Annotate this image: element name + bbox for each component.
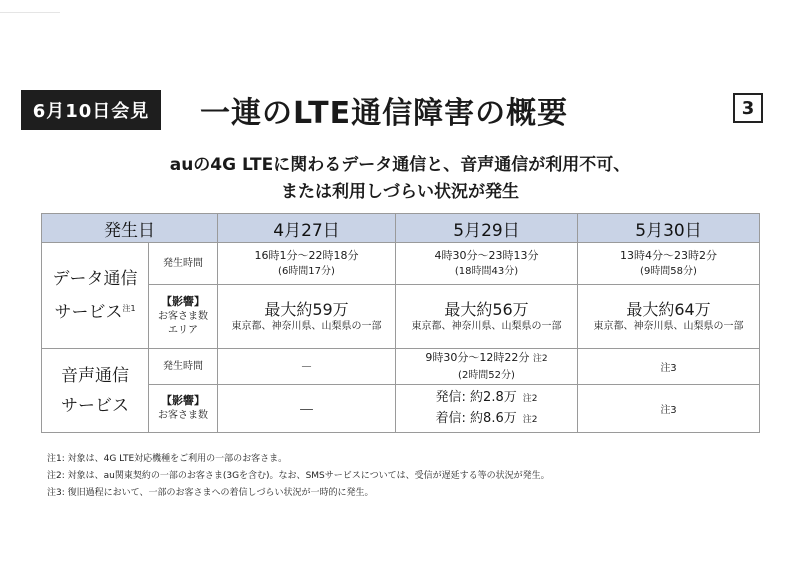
scan-edge-mark: [0, 12, 60, 13]
data-time-may29-duration: (18時間43分): [454, 266, 519, 277]
voice-impact-recv-note: 注2: [522, 414, 538, 425]
data-count-may30: 最大約64万: [626, 299, 711, 319]
voice-impact-recv: 着信: 約8.6万: [435, 410, 517, 426]
voice-impact-apr: －: [218, 385, 396, 433]
page-title: 一連のLTE通信障害の概要: [200, 96, 569, 131]
data-time-apr-duration: (6時間17分): [278, 266, 335, 277]
data-time-may30-range: 13時4分～23時2分: [620, 249, 717, 262]
footnote-2: 注2: 対象は、au関東契約の一部のお客さま(3Gを含む)。なお、SMSサービスについては、受信が遅延する等の状況が発生。: [47, 471, 550, 481]
subtitle-line-1: auの4G LTEに関わるデータ通信と、音声通信が利用不可、: [169, 155, 631, 175]
table-header-row: [42, 214, 760, 243]
data-service-name-2: サービス: [54, 302, 123, 323]
voice-impact-send-note: 注2: [522, 393, 538, 404]
data-impact-sub1: お客さま数: [158, 311, 208, 322]
data-region-may29: 東京都、神奈川県、山梨県の一部: [411, 320, 562, 332]
voice-time-may29-note: 注2: [532, 354, 548, 364]
outage-table: [41, 213, 760, 433]
header-may-29: 5月29日: [396, 214, 578, 243]
data-impact-may30: [578, 285, 760, 349]
data-time-apr-range: 16時1分～22時18分: [254, 249, 359, 262]
data-time-label: 発生時間: [149, 243, 218, 285]
data-time-may29-range: 4時30分～23時13分: [434, 249, 539, 262]
voice-time-apr: －: [218, 349, 396, 385]
header-may-30: 5月30日: [578, 214, 760, 243]
footnotes: [47, 451, 550, 502]
voice-time-label: 発生時間: [149, 349, 218, 385]
footnote-3: 注3: 復旧過程において、一部のお客さまへの着信しづらい状況が一時的に発生。: [47, 488, 374, 498]
data-impact-title: 【影響】: [161, 295, 205, 308]
header-occurrence-date: 発生日: [42, 214, 218, 243]
data-region-may30: 東京都、神奈川県、山梨県の一部: [593, 320, 744, 332]
data-time-may29: [396, 243, 578, 285]
page-number: 3: [733, 93, 763, 123]
voice-time-may29: [396, 349, 578, 385]
voice-impact-may29: [396, 385, 578, 433]
data-impact-apr: [218, 285, 396, 349]
data-region-apr: 東京都、神奈川県、山梨県の一部: [231, 320, 382, 332]
voice-service-name-1: 音声通信: [61, 365, 129, 386]
voice-time-may30: 注3: [578, 349, 760, 385]
press-date-tag: 6月10日会見: [21, 90, 161, 130]
data-service-name-1: データ通信: [52, 268, 138, 289]
data-count-may29: 最大約56万: [444, 299, 529, 319]
table-row: [42, 349, 760, 385]
data-service-note: 注1: [122, 303, 136, 313]
data-impact-may29: [396, 285, 578, 349]
voice-impact-may30: 注3: [578, 385, 760, 433]
voice-service-label: [42, 349, 149, 433]
subtitle-line-2: または利用しづらい状況が発生: [281, 182, 519, 202]
voice-time-may29-range: 9時30分～12時22分: [425, 351, 530, 364]
data-service-label: [42, 243, 149, 349]
voice-impact-title: 【影響】: [161, 394, 205, 407]
table-row: [42, 285, 760, 349]
data-impact-label: [149, 285, 218, 349]
voice-time-may29-duration: (2時間52分): [458, 370, 515, 381]
voice-impact-label: [149, 385, 218, 433]
data-time-apr: [218, 243, 396, 285]
voice-service-name-2: サービス: [61, 395, 129, 416]
data-impact-sub2: エリア: [168, 325, 198, 336]
data-count-apr: 最大約59万: [264, 299, 349, 319]
header-apr-27: 4月27日: [218, 214, 396, 243]
voice-impact-send: 発信: 約2.8万: [435, 389, 517, 405]
data-time-may30: [578, 243, 760, 285]
table-row: [42, 243, 760, 285]
table-row: [42, 385, 760, 433]
voice-impact-sub1: お客さま数: [158, 410, 208, 421]
footnote-1: 注1: 対象は、4G LTE対応機種をご利用の一部のお客さま。: [47, 454, 288, 464]
data-time-may30-duration: (9時間58分): [640, 266, 697, 277]
